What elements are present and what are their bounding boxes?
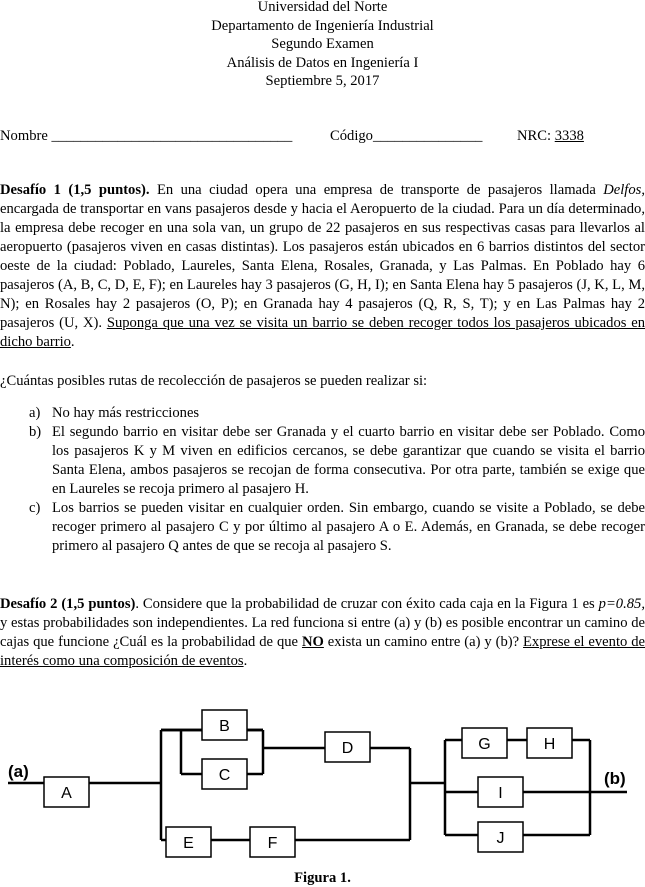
box-c-label: C xyxy=(218,767,231,784)
item-marker: b) xyxy=(29,424,42,440)
exam-date: Septiembre 5, 2017 xyxy=(265,73,380,90)
network-diagram xyxy=(0,695,645,865)
challenge1-end: . xyxy=(70,334,75,351)
probability-value: p=0.85, xyxy=(598,596,645,612)
negation-emphasis: NO xyxy=(301,634,324,651)
challenge1-items xyxy=(0,404,645,556)
department-name: Departamento de Ingeniería Industrial xyxy=(211,17,434,34)
box-d-label: D xyxy=(341,740,354,757)
challenge2-title: Desafío 2 (1,5 puntos) xyxy=(0,596,136,612)
item-marker: c) xyxy=(29,500,41,516)
challenge2-statement xyxy=(0,595,645,671)
challenge2-end: . xyxy=(243,653,248,670)
start-node-label: (a) xyxy=(8,762,29,781)
figure-caption: Figura 1. xyxy=(294,870,351,886)
item-text: No hay más restricciones xyxy=(52,405,200,421)
item-text: Los barrios se pueden visitar en cualquier orden. Sin embargo, cuando se visite a Poblado, se debe recoger primero al pasajero C y por último al pasajero A o E. Además, en Granada, se debe recoger primero al pasajero Q antes de que se recoja al pasajero S. xyxy=(52,500,645,554)
box-g-label: G xyxy=(478,736,491,753)
item-text: El segundo barrio en visitar debe ser Granada y el cuarto barrio en visitar debe ser Poblado. Como los pasajeros K y M viven en edificios cercanos, se debe garantizar que cuando se visita el barrio Santa Elena, ambos pasajeros se recojan de forma consecutiva. Por otra parte, también se exige que en Laureles se recoja primero al pasajero H. xyxy=(52,424,645,497)
challenge1-text-1: En una ciudad opera una empresa de transporte de pasajeros llamada xyxy=(149,182,604,198)
box-j-label: J xyxy=(496,830,505,847)
exam-title: Segundo Examen xyxy=(271,36,374,53)
box-h-label: H xyxy=(543,736,556,753)
challenge2-text-2: y estas probabilidades son independientes. La red funciona si entre (a) y (b) es posible encontrar un camino de cajas que funcione ¿Cuál es la probabilidad de que xyxy=(0,615,645,651)
challenge2-text-1: . Considere que la probabilidad de cruzar con éxito cada caja en la Figura 1 es xyxy=(135,596,599,612)
student-info-row xyxy=(0,126,645,146)
box-e-label: E xyxy=(183,835,194,852)
item-marker: a) xyxy=(29,405,41,421)
list-item xyxy=(0,404,645,423)
list-item xyxy=(0,423,645,499)
challenge1-text-2: , encargada de transportar en vans pasajeros desde y hacia el Aeropuerto de la ciudad. Para un día determinado, la empresa debe recoger en una sola van, un grupo de 22 pasajeros en sus respectivas casas para llevarlos al aeropuerto (pasajeros viven en casas distintas). Los pasajeros están ubicados en 6 barrios distintos del sector oeste de la ciudad: Poblado, Laureles, Santa Elena, Rosales, Granada, y Las Palmas. En Poblado hay 6 pasajeros (A, B, C, D, E, F); en Laureles hay 3 pasajeros (G, H, I); en Santa Elena hay 5 pasajeros (J, K, L, M, N); en Rosales hay 2 pasajeros (O, P); en Granada hay 4 pasajeros (Q, R, S, T); y en Las Palmas hay 2 pasajeros (U, X). xyxy=(0,182,645,332)
nrc-label: NRC: xyxy=(517,128,555,144)
company-name: Delfos xyxy=(603,182,642,198)
challenge2-text-3: exista un camino entre (a) y (b)? xyxy=(323,634,524,651)
end-node-label: (b) xyxy=(604,769,626,788)
course-name: Análisis de Datos en Ingeniería I xyxy=(226,54,419,71)
university-name: Universidad del Norte xyxy=(257,0,388,15)
box-i-label: I xyxy=(498,785,503,802)
name-field[interactable]: Nombre _________________________________ xyxy=(0,128,293,144)
box-f-label: F xyxy=(267,835,278,852)
document-header xyxy=(0,0,645,91)
box-b-label: B xyxy=(219,718,230,735)
code-field[interactable]: Código_______________ xyxy=(330,128,483,144)
challenge1-assumption: Suponga que una vez se visita un barrio se deben recoger todos los pasajeros ubicados en dicho barrio xyxy=(0,315,645,351)
box-a-label: A xyxy=(61,785,72,802)
challenge1-statement xyxy=(0,181,645,352)
challenge1-title: Desafío 1 (1,5 puntos). xyxy=(0,182,150,198)
nrc-field xyxy=(517,126,584,146)
nrc-value: 3338 xyxy=(554,128,584,144)
challenge2-instruction: Exprese el evento de interés como una composición de eventos xyxy=(0,634,645,670)
challenge1-question: ¿Cuántas posibles rutas de recolección de pasajeros se pueden realizar si: xyxy=(0,373,428,389)
list-item xyxy=(0,499,645,556)
